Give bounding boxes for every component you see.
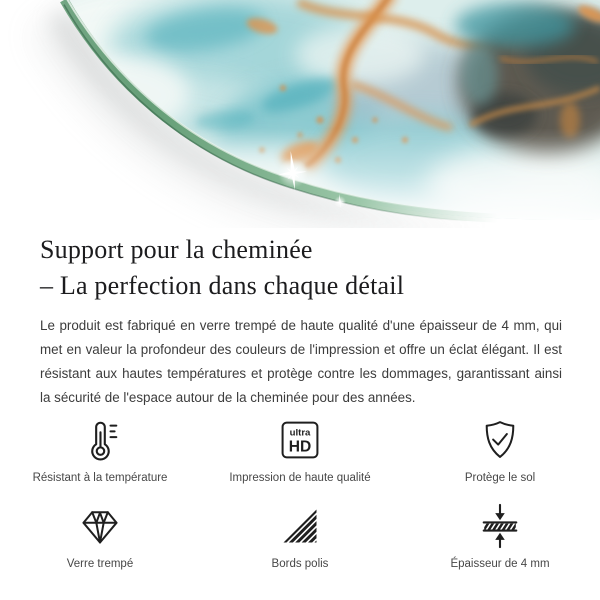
feature-label: Épaisseur de 4 mm [450, 558, 550, 570]
feature-thickness [400, 503, 600, 571]
svg-text:HD: HD [288, 438, 312, 456]
feature-polished-edges [200, 503, 400, 571]
thickness-icon [477, 503, 523, 549]
feature-floor-protection [400, 417, 600, 485]
svg-text:ultra: ultra [289, 427, 311, 439]
feature-heat-resistance [0, 417, 200, 485]
shield-check-icon [478, 417, 522, 463]
feature-label: Bords polis [271, 558, 329, 570]
feature-label: Verre trempé [66, 558, 134, 570]
feature-tempered-glass [0, 503, 200, 571]
page-title-line2: – La perfection dans chaque détail [40, 271, 405, 300]
feature-label: Résistant à la température [32, 472, 168, 484]
feature-grid [0, 417, 600, 571]
feature-label: Protège le sol [464, 472, 536, 484]
product-photo [0, 0, 600, 228]
product-description: Le produit est fabriqué en verre trempé de haute qualité d'une épaisseur de 4 mm, qui met en valeur la profondeur des couleurs de l'impression et offre un éclat élégant. Il est résistant aux hautes températures et protège contre les dommages, garantissant ainsi la sécurité de l'espace autour de la cheminée pour des années. [40, 318, 562, 405]
feature-print-quality [200, 417, 400, 485]
page-title [40, 232, 562, 304]
feature-label: Impression de haute qualité [229, 472, 371, 484]
diamond-icon [77, 503, 123, 549]
ultra-hd-icon [278, 417, 322, 463]
page-title-line1: Support pour la cheminée [40, 235, 313, 264]
thermometer-icon [77, 417, 123, 463]
polished-edges-icon [278, 503, 322, 549]
content-section [0, 232, 600, 410]
